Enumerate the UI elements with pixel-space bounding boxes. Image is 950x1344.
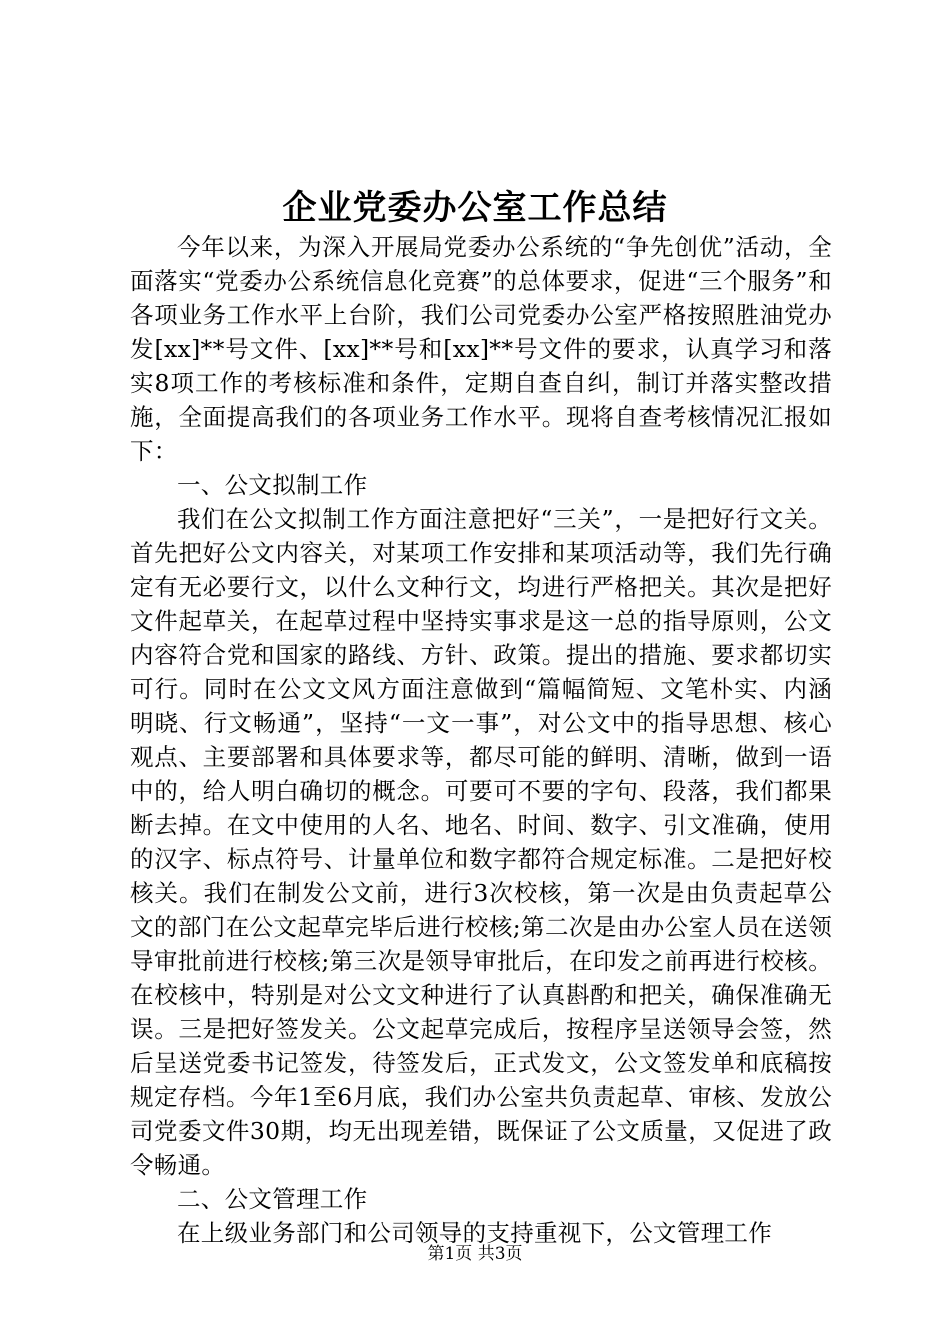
section-heading-1: 一、公文拟制工作 [177,471,368,499]
document-title: 企业党委办公室工作总结 [282,188,668,228]
page-number-footer: 第1页 共3页 [427,1244,523,1264]
document-body [130,230,832,1250]
section-2-paragraph: 在上级业务部门和公司领导的支持重视下，公文管理工作 [177,1219,772,1247]
section-heading-2: 二、公文管理工作 [177,1185,368,1213]
section-1-paragraph: 我们在公文拟制工作方面注意把好“三关”，一是把好行文关。首先把好公文内容关，对某项工作安排和某项活动等，我们先行确定有无必要行文，以什么文种行文，均进行严格把关。其次是把好文件起草关，在起草过程中坚持实事求是这一总的指导原则，公文内容符合党和国家的路线、方针、政策。提出的措施、要求都切实可行。同时在公文文风方面注意做到“篇幅简短、文笔朴实、内涵明晓、行文畅通”，坚持“一文一事”，对公文中的指导思想、核心观点、主要部署和具体要求等，都尽可能的鲜明、清晰，做到一语中的，给人明白确切的概念。可要可不要的字句、段落，我们都果断去掉。在文中使用的人名、地名、时间、数字、引文准确，使用的汉字、标点符号、计量单位和数字都符合规定标准。二是把好校核关。我们在制发公文前，进行3次校核，第一次是由负责起草公文的部门在公文起草完毕后进行校核;第二次是由办公室人员在送领导审批前进行校核;第三次是领导审批后，在印发之前再进行校核。在校核中，特别是对公文文种进行了认真斟酌和把关，确保准确无误。三是把好签发关。公文起草完成后，按程序呈送领导会签，然后呈送党委书记签发，待签发后，正式发文，公文签发单和底稿按规定存档。今年1至6月底，我们办公室共负责起草、审核、发放公司党委文件30期，均无出现差错，既保证了公文质量，又促进了政令畅通。 [130,505,832,1179]
intro-paragraph: 今年以来，为深入开展局党委办公系统的“争先创优”活动，全面落实“党委办公系统信息化竞赛”的总体要求，促进“三个服务”和各项业务工作水平上台阶，我们公司党委办公室严格按照胜油党办发[xx]**号文件、[xx]**号和[xx]**号文件的要求，认真学习和落实8项工作的考核标准和条件，定期自查自纠，制订并落实整改措施，全面提高我们的各项业务工作水平。现将自查考核情况汇报如下： [130,233,832,465]
